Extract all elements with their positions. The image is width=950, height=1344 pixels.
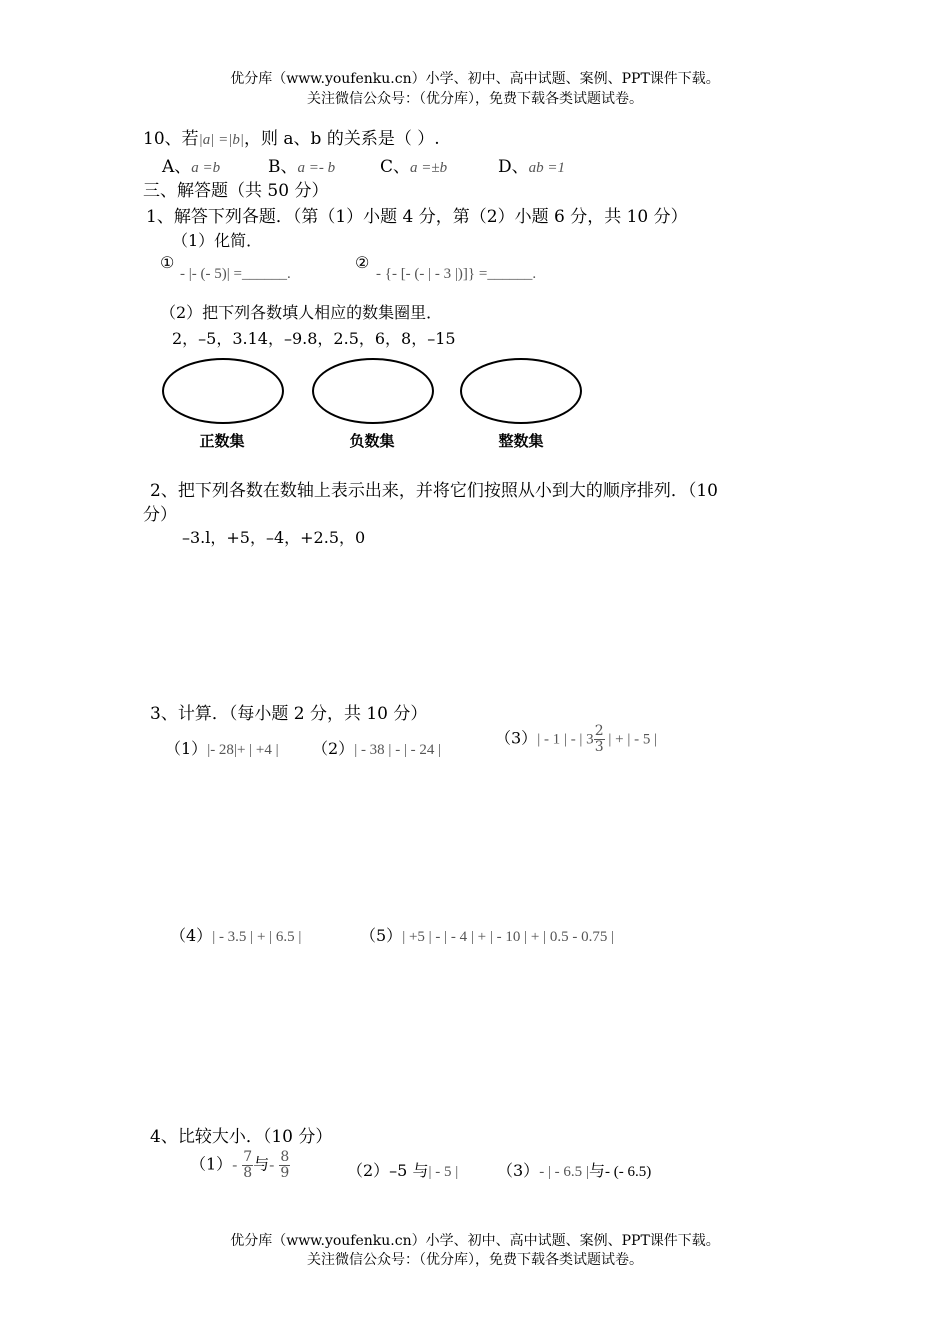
calc-5: [360, 923, 614, 946]
fraction-denominator: 9: [280, 1164, 290, 1181]
integer-set-label: 整数集: [498, 432, 544, 450]
calc-label: （1）: [165, 739, 208, 758]
calc-expr-b: | + | - 5 |: [604, 731, 658, 748]
negative-set-label: 负数集: [349, 432, 395, 450]
fraction-numerator: 7: [243, 1149, 253, 1165]
question-10: [143, 124, 440, 149]
calc-label: （3）: [495, 728, 538, 748]
compare-with: 与: [588, 1161, 605, 1180]
fraction-numerator: 2: [594, 723, 604, 739]
problem-1-title: 1、解答下列各题．（第（1）小题 4 分，第（2）小题 6 分，共 10 分）: [146, 207, 688, 227]
calc-expr: | - 3.5 | + | 6.5 |: [212, 929, 302, 945]
compare-label: （3）: [497, 1161, 540, 1180]
calc-expr-a: | - 1 | - | 3: [537, 731, 594, 748]
calc-expr: | +5 | - | - 4 | + | - 10 | + | 0.5 - 0.75 |: [402, 929, 615, 945]
option-expr: ab =1: [528, 160, 566, 176]
fraction-8-9: [279, 1150, 290, 1180]
q10-option-d: [498, 152, 565, 177]
option-label: D、: [498, 157, 529, 177]
option-label: A、: [162, 157, 192, 177]
option-label: B、: [268, 157, 298, 177]
footer-line-1: 优分库（www.youfenku.cn）小学、初中、高中试题、案例、PPT课件下载。: [230, 1233, 720, 1249]
calc-expr: |- 28|+ | +4 |: [207, 742, 279, 758]
q10-suffix: ，则 a、b 的关系是（ ）.: [244, 129, 440, 149]
fraction-denominator: 8: [243, 1164, 253, 1181]
expr-2-marker: ②: [355, 253, 370, 272]
q10-option-b: [268, 152, 335, 177]
compare-expr-2: - (- 6.5): [604, 1164, 652, 1180]
calc-label: （2）: [312, 739, 355, 758]
calc-label: （5）: [360, 926, 403, 945]
calc-label: （4）: [170, 926, 213, 945]
minus-sign: -: [269, 1157, 275, 1174]
expr-2-blank: ______.: [487, 266, 537, 282]
compare-with: 与: [253, 1154, 270, 1174]
problem-3-title: 3、计算．（每小题 2 分，共 10 分）: [150, 704, 428, 724]
problem-1-part-1-label: （1）化简．: [172, 231, 263, 250]
expr-1: [180, 263, 291, 283]
problem-2-title-line-2: 分）: [143, 505, 177, 525]
header-line-2: 关注微信公众号：（优分库），免费下载各类试题试卷。: [307, 91, 643, 107]
footer-line-2: 关注微信公众号：（优分库），免费下载各类试题试卷。: [307, 1252, 643, 1268]
compare-1: [190, 1150, 290, 1180]
problem-1-part-2-label: （2）把下列各数填人相应的数集圈里．: [160, 303, 443, 322]
fraction-7-8: [242, 1150, 253, 1180]
header-line-1: 优分库（www.youfenku.cn）小学、初中、高中试题、案例、PPT课件下载。: [230, 71, 720, 87]
option-expr: a =b: [191, 160, 221, 176]
compare-3: [497, 1158, 651, 1181]
calc-2: [312, 736, 441, 759]
q10-option-c: [380, 152, 447, 177]
section-3-title: 三、解答题（共 50 分）: [143, 181, 329, 201]
option-expr: a =±b: [410, 160, 448, 176]
calc-4: [170, 923, 301, 946]
positive-set-circle: [162, 358, 284, 424]
calc-3: [495, 724, 657, 754]
problem-4-title: 4、比较大小．（10 分）: [150, 1127, 333, 1147]
q10-option-a: [162, 152, 220, 177]
minus-sign: -: [232, 1157, 238, 1174]
expr-1-blank: ______.: [241, 266, 291, 282]
option-expr: a =- b: [297, 160, 336, 176]
fraction-denominator: 3: [594, 738, 604, 755]
problem-2-title-line-1: 2、把下列各数在数轴上表示出来，并将它们按照从小到大的顺序排列．（10: [150, 481, 718, 501]
integer-set-circle: [460, 358, 582, 424]
compare-label: （1）: [190, 1154, 233, 1174]
fraction: [594, 724, 605, 754]
option-label: C、: [380, 157, 411, 177]
q10-prefix: 10、若: [143, 129, 199, 149]
expr-2: [376, 263, 536, 283]
positive-set-label: 正数集: [199, 432, 245, 450]
problem-2-numbers: –3.l，+5，–4，+2.5，0: [182, 528, 366, 547]
compare-label: （2）–5 与: [347, 1161, 429, 1180]
expr-2-body: - {- [- (- | - 3 |)]} =: [376, 266, 488, 282]
number-list: 2，–5，3.14，–9.8，2.5，6，8，–15: [172, 329, 456, 348]
expr-1-body: - |- (- 5)| =: [180, 266, 242, 282]
calc-expr: | - 38 | - | - 24 |: [354, 742, 442, 758]
fraction-numerator: 8: [280, 1149, 290, 1165]
negative-set-circle: [312, 358, 434, 424]
expr-1-marker: ①: [160, 253, 175, 272]
compare-expr: - | - 6.5 |: [539, 1164, 589, 1180]
compare-2: [347, 1158, 458, 1181]
compare-expr: | - 5 |: [428, 1164, 459, 1180]
q10-condition: |a| =|b|: [198, 132, 245, 148]
calc-1: [165, 736, 279, 759]
